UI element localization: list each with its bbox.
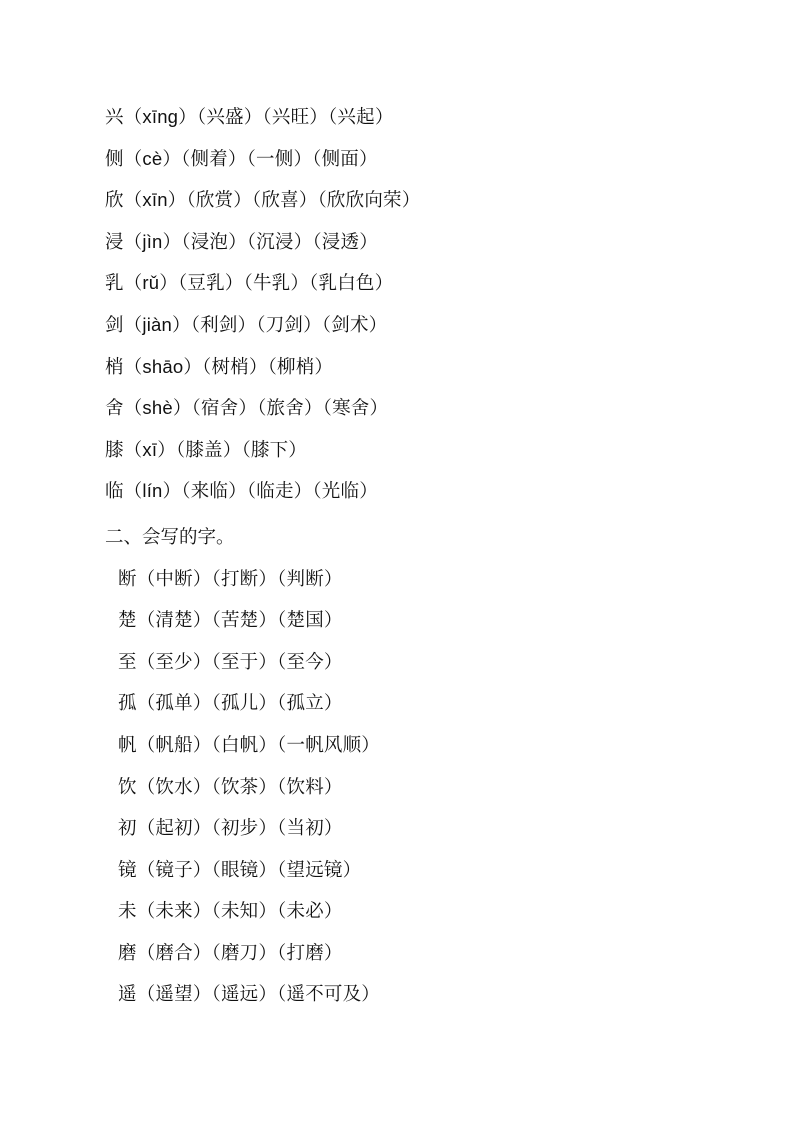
vocabulary-line: 帆（帆船）（白帆）（一帆风顺） — [118, 733, 381, 755]
document-content — [105, 96, 705, 1015]
vocabulary-line: 剑（jiàn）（利剑）（刀剑）（剑术） — [105, 313, 388, 335]
vocabulary-line: 乳（rǔ）（豆乳）（牛乳）（乳白色） — [105, 272, 394, 294]
vocabulary-line: 兴（xīng）（兴盛）（兴旺）（兴起） — [105, 106, 394, 127]
vocabulary-line: 侧（cè）（侧着）（一侧）（侧面） — [105, 147, 378, 169]
vocabulary-line: 临（lín）（来临）（临走）（光临） — [105, 480, 378, 502]
vocabulary-line: 磨（磨合）（磨刀）（打磨） — [118, 941, 343, 963]
vocabulary-line: 至（至少）（至于）（至今） — [118, 650, 343, 672]
vocabulary-line: 梢（shāo）（树梢）（柳梢） — [105, 355, 334, 377]
vocabulary-line: 未（未来）（未知）（未必） — [118, 900, 343, 922]
vocabulary-line: 镜（镜子）（眼镜）（望远镜） — [118, 858, 362, 880]
section-heading: 二、会写的字。 — [105, 525, 235, 547]
vocabulary-line: 欣（xīn）（欣赏）（欣喜）（欣欣向荣） — [105, 189, 421, 211]
vocabulary-line: 遥（遥望）（遥远）（遥不可及） — [118, 983, 381, 1005]
vocabulary-line: 断（中断）（打断）（判断） — [118, 567, 343, 589]
vocabulary-line: 楚（清楚）（苦楚）（楚国） — [118, 609, 343, 631]
vocabulary-line: 孤（孤单）（孤儿）（孤立） — [118, 692, 343, 714]
vocabulary-line: 浸（jìn）（浸泡）（沉浸）（浸透） — [105, 230, 378, 252]
vocabulary-line: 饮（饮水）（饮茶）（饮料） — [118, 775, 343, 797]
vocabulary-line: 舍（shè）（宿舍）（旅舍）（寒舍） — [105, 397, 389, 419]
vocabulary-line: 初（起初）（初步）（当初） — [118, 817, 343, 839]
vocabulary-line: 膝（xī）（膝盖）（膝下） — [105, 438, 307, 460]
